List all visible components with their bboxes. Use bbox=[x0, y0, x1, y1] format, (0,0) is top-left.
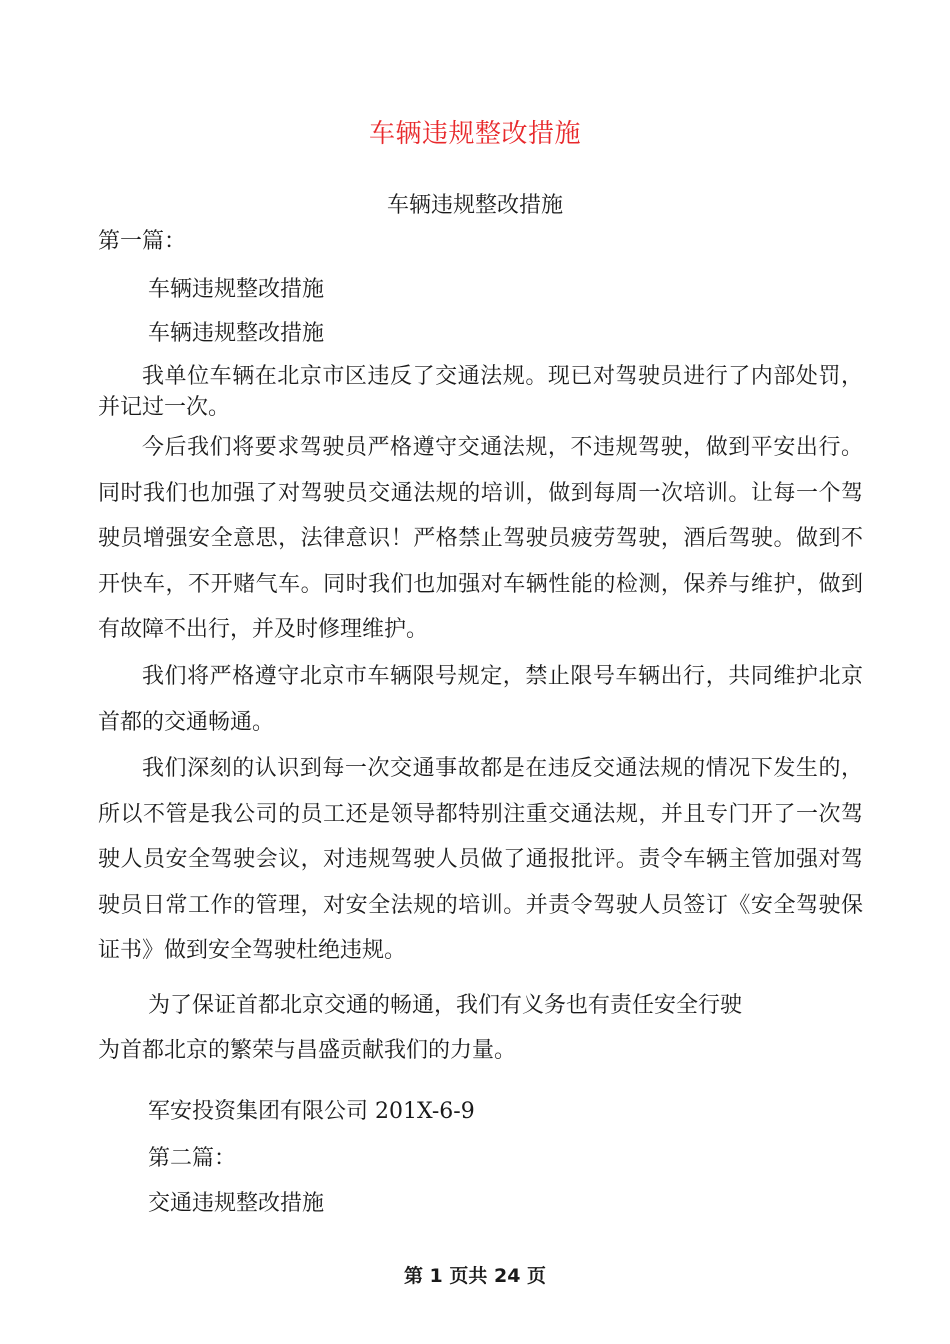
body-paragraph-2-wrap bbox=[98, 425, 863, 653]
part2-title: 交通违规整改措施 bbox=[148, 1191, 325, 1216]
body-paragraph-4-wrap bbox=[98, 746, 863, 974]
document-title: 车辆违规整改措施 bbox=[368, 119, 581, 149]
body-paragraph-5-line-2: 为首都北京的繁荣与昌盛贡献我们的力量。 bbox=[98, 1038, 517, 1063]
body-paragraph-1: 我单位车辆在北京市区违反了交通法规。现已对驾驶员进行了内部处罚，并记过一次。 bbox=[98, 364, 863, 420]
body-paragraph-2: 今后我们将要求驾驶员严格遵守交通法规，不违规驾驶，做到平安出行。同时我们也加强了对驾驶员交通法规的培训，做到每周一次培训。让每一个驾驶员增强安全意思，法律意识！严格禁止驾驶员疲劳驾驶，酒后驾驶。做到不开快车，不开赌气车。同时我们也加强对车辆性能的检测，保养与维护，做到有故障不出行，并及时修理维护。 bbox=[98, 435, 863, 642]
document-subtitle: 车辆违规整改措施 bbox=[386, 193, 563, 218]
part1-title-a: 车辆违规整改措施 bbox=[148, 277, 325, 302]
page-number-footer: 第 1 页共 24 页 bbox=[403, 1265, 547, 1287]
signature-line: 军安投资集团有限公司 201X-6-9 bbox=[148, 1099, 475, 1124]
part2-heading: 第二篇： bbox=[148, 1146, 237, 1171]
body-paragraph-3: 我们将严格遵守北京市车辆限号规定，禁止限号车辆出行，共同维护北京首都的交通畅通。 bbox=[98, 664, 863, 735]
body-paragraph-5-line-1: 为了保证首都北京交通的畅通，我们有义务也有责任安全行驶 bbox=[148, 993, 743, 1018]
body-paragraph-3-wrap bbox=[98, 654, 863, 745]
part1-heading: 第一篇： bbox=[98, 229, 187, 254]
body-paragraph-4: 我们深刻的认识到每一次交通事故都是在违反交通法规的情况下发生的，所以不管是我公司的员工还是领导都特别注重交通法规，并且专门开了一次驾驶人员安全驾驶会议，对违规驾驶人员做了通报批评。责令车辆主管加强对驾驶员日常工作的管理，对安全法规的培训。并责令驾驶人员签订《安全驾驶保证书》做到安全驾驶杜绝违规。 bbox=[98, 756, 863, 963]
body-paragraph-1-wrap bbox=[98, 361, 863, 423]
part1-title-b: 车辆违规整改措施 bbox=[148, 321, 325, 346]
